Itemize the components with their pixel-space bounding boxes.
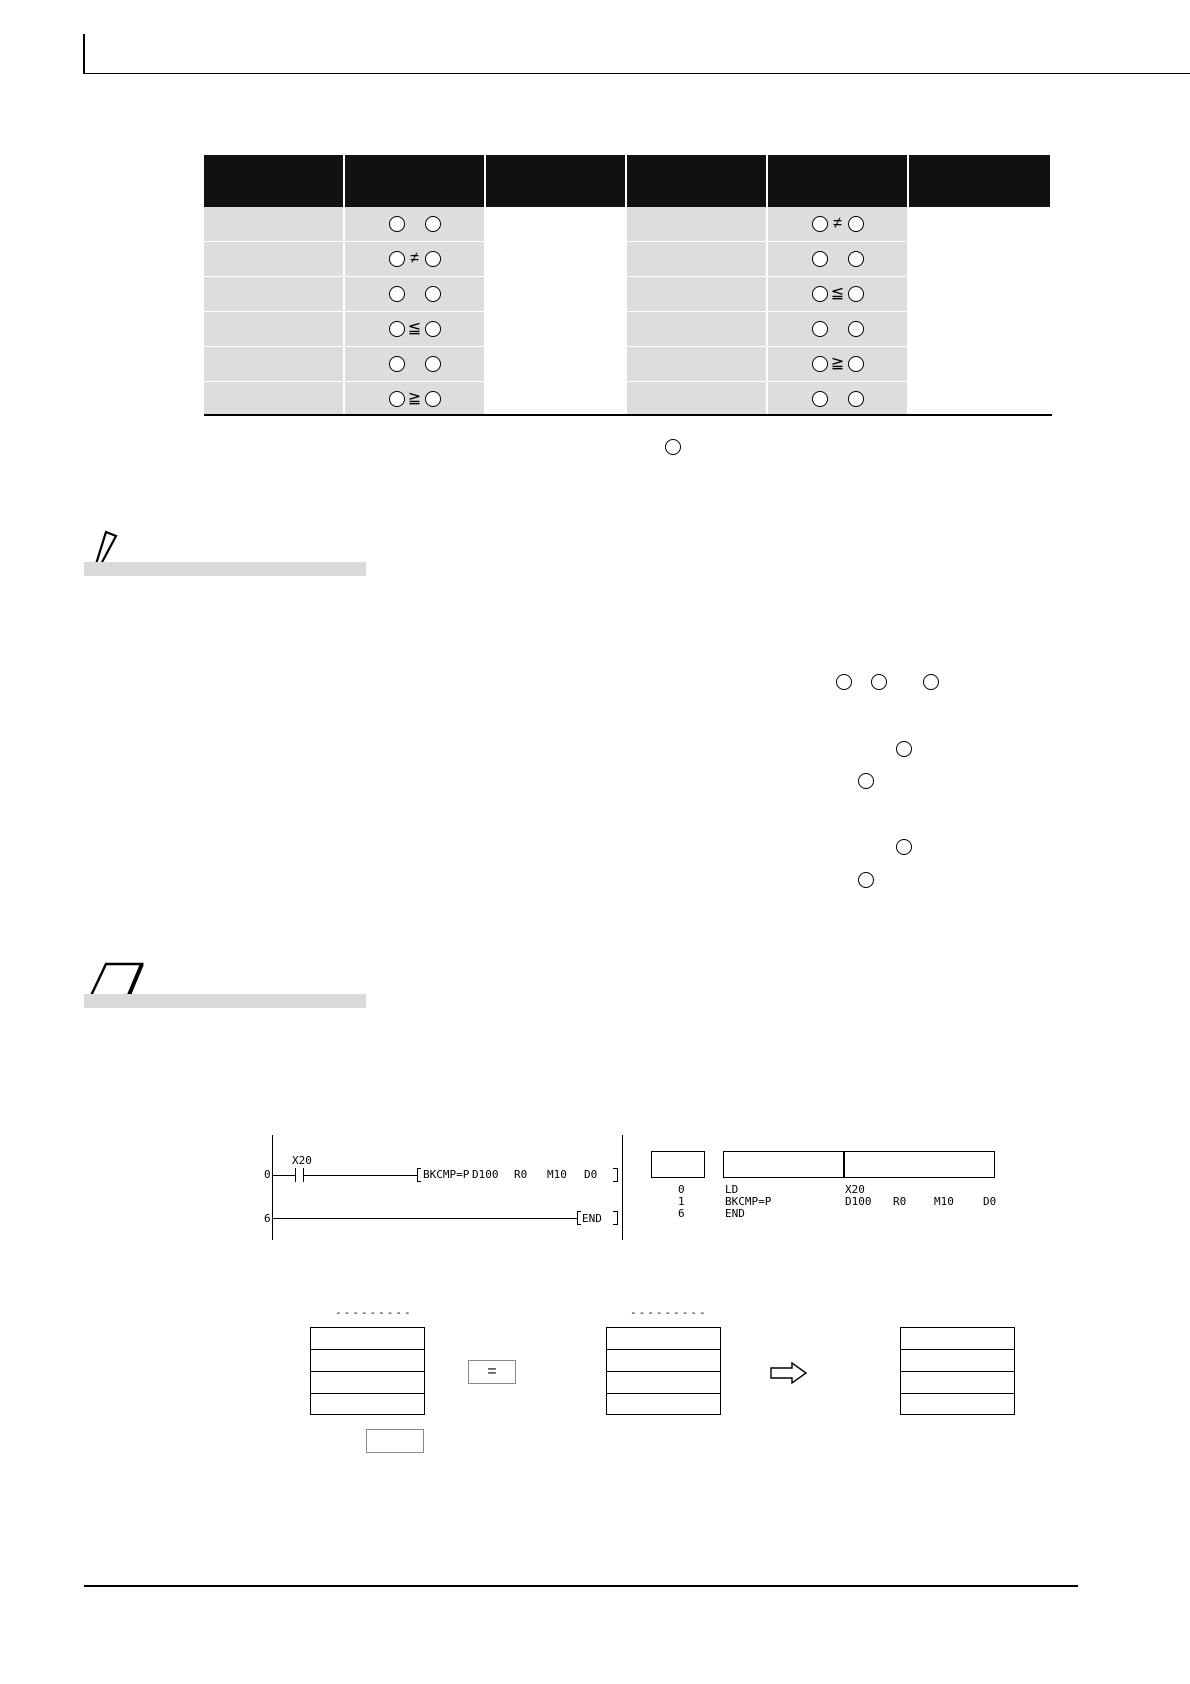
operand-circle-icon [848,391,864,407]
table-cell [909,347,1050,382]
operand-circle-icon [812,321,828,337]
dash-label-s2: --------- [630,1306,708,1319]
operand-circle-icon [425,356,441,372]
comparison-expression [389,391,441,407]
comparison-expression [389,216,441,232]
operator-symbol: ≦ [407,320,422,337]
comparison-expression [812,321,864,337]
circle-icon-e [858,872,874,888]
list-device: D100 [845,1195,872,1208]
table-row [204,242,1052,277]
operand-circle-icon [389,286,405,302]
operand-circle-icon [812,216,828,232]
circle-icon-s2 [871,674,887,690]
comparison-expression [389,356,441,372]
comparison-expression [812,216,864,232]
comparison-expression [812,286,864,302]
table-cell [768,312,909,347]
block-s2 [606,1327,721,1415]
ladder-end: END [582,1212,602,1225]
table-cell [486,312,627,347]
table-body [204,207,1052,417]
table-cell [345,207,486,242]
comparison-table [204,155,1052,417]
operand-circle-icon [812,391,828,407]
footer-rule [84,1585,1078,1587]
table-cell [204,312,345,347]
arrow-right-icon [770,1362,808,1389]
table-cell [486,382,627,417]
table-cell [909,242,1050,277]
ladder-operand-3: M10 [547,1168,567,1181]
table-cell [909,277,1050,312]
header-vertical-rule [83,34,85,74]
list-header-device [843,1151,995,1178]
block-s1 [310,1327,425,1415]
circle-icon-c [896,839,912,855]
table-cell [768,277,909,312]
n-box [366,1429,424,1453]
list-header-instruction [723,1151,845,1178]
operand-circle-icon [389,216,405,232]
table-cell [486,347,627,382]
table-cell [345,382,486,417]
operand-circle-icon [425,251,441,267]
table-cell [204,207,345,242]
table-cell [204,277,345,312]
equals-box: = [468,1360,516,1384]
table-cell [768,207,909,242]
table-cell [627,382,768,417]
table-row [204,207,1052,242]
operand-circle-icon [848,356,864,372]
operand-circle-icon [848,321,864,337]
list-step: 0 [678,1183,685,1196]
operand-circle-icon [389,356,405,372]
table-bottom-rule [204,414,1052,416]
operator-symbol: ≠ [833,215,842,232]
list-instruction: LD [725,1183,739,1196]
operator-symbol: ≦ [830,285,845,302]
operator-symbol: ≧ [830,355,845,372]
operand-circle-icon [425,286,441,302]
table-cell [768,347,909,382]
table-cell [345,312,486,347]
table-header [204,155,1052,207]
ladder-operand-1: D100 [472,1168,499,1181]
ladder-step-0: 0 [264,1168,271,1181]
table-cell [345,347,486,382]
operand-circle-icon [848,251,864,267]
list-instruction: END [725,1207,745,1220]
operator-symbol: ≠ [410,250,419,267]
operand-circle-icon [812,356,828,372]
table-cell [486,242,627,277]
comparison-expression [389,321,441,337]
list-header-step [651,1151,705,1178]
circle-icon-a [896,741,912,757]
table-cell [486,207,627,242]
comparison-expression [389,286,441,302]
caution-section-bar [84,562,366,576]
operand-circle-icon [425,391,441,407]
note-circle-icon [665,439,681,455]
table-cell [204,347,345,382]
comparison-expression [812,251,864,267]
table-cell [627,277,768,312]
table-cell [909,382,1050,417]
operand-circle-icon [812,251,828,267]
header-rule [83,73,1190,74]
table-cell [627,242,768,277]
dash-label-s1: --------- [335,1306,413,1319]
list-step: 6 [678,1207,685,1220]
circle-icon-s1 [836,674,852,690]
operand-circle-icon [425,216,441,232]
table-cell [768,382,909,417]
list-instruction: BKCMP=P [725,1195,772,1208]
list-device: R0 [893,1195,907,1208]
block-d [900,1327,1015,1415]
operand-circle-icon [848,216,864,232]
table-cell [627,207,768,242]
table-cell [204,242,345,277]
table-cell [345,242,486,277]
comparison-expression [389,251,441,267]
point-section-bar [84,994,366,1008]
table-cell [909,207,1050,242]
table-row [204,277,1052,312]
table-cell [486,277,627,312]
table-row [204,312,1052,347]
list-device: D0 [983,1195,997,1208]
comparison-expression [812,356,864,372]
table-cell [204,382,345,417]
table-cell [627,312,768,347]
operator-symbol: ≧ [407,390,422,407]
operand-circle-icon [848,286,864,302]
list-step: 1 [678,1195,685,1208]
table-row [204,382,1052,417]
ladder-operand-4: D0 [584,1168,598,1181]
table-cell [345,277,486,312]
ladder-contact-label: X20 [292,1154,312,1167]
table-row [204,347,1052,382]
ladder-instruction: BKCMP=P [423,1168,470,1181]
operand-circle-icon [425,321,441,337]
table-cell [627,347,768,382]
operand-circle-icon [389,321,405,337]
operand-circle-icon [389,251,405,267]
list-device: X20 [845,1183,865,1196]
ladder-operand-2: R0 [514,1168,528,1181]
comparison-expression [812,391,864,407]
circle-icon-d [923,674,939,690]
table-cell [909,312,1050,347]
circle-icon-b [858,773,874,789]
operand-circle-icon [812,286,828,302]
table-cell [768,242,909,277]
list-device: M10 [934,1195,954,1208]
ladder-step-6: 6 [264,1212,271,1225]
operand-circle-icon [389,391,405,407]
